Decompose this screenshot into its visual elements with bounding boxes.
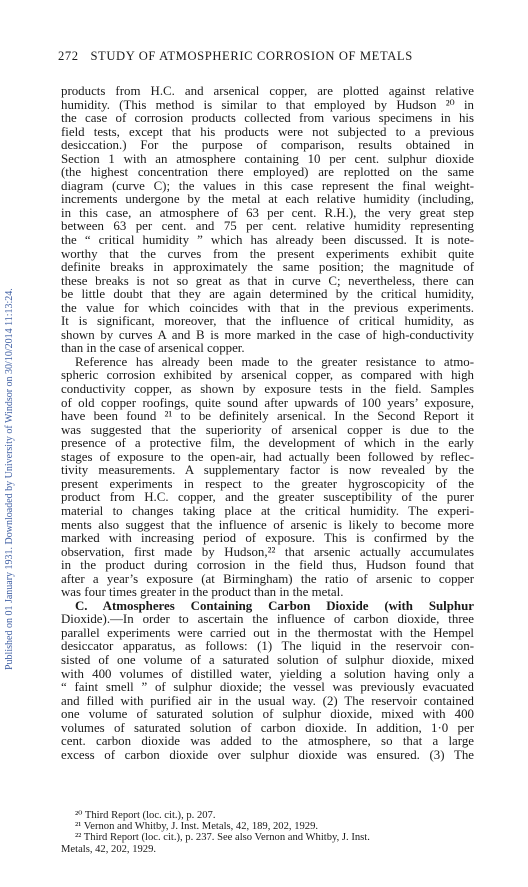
text-line: Dioxide).—In order to ascertain the influence of carbon dioxide, three bbox=[61, 612, 474, 627]
text-line: conductivity copper, as shown by exposure tests in the field. Samples bbox=[61, 382, 474, 397]
section-heading: C. Atmospheres Containing Carbon Dioxide (with Sulphur bbox=[75, 598, 474, 613]
text-line: volumes of saturated solution of carbon dioxide. In addition, 1·0 per bbox=[61, 720, 474, 735]
text-line: between 63 per cent. and 75 per cent. relative humidity representing bbox=[61, 219, 474, 234]
text-line: field tests, except that his products were not subjected to a previous bbox=[61, 124, 474, 139]
footnote: ²¹ Vernon and Whitby, J. Inst. Metals, 42, 189, 202, 1929. bbox=[75, 821, 319, 833]
text-line: cent. carbon dioxide was added to the atmosphere, so that a large bbox=[61, 734, 474, 749]
text-line: “ faint smell ” of sulphur dioxide; the vessel was previously evacuated bbox=[61, 680, 474, 695]
text-line: was suggested that the superiority of arsenical copper is due to the bbox=[61, 422, 474, 437]
text-line: presence of a protective film, the development of which in the early bbox=[61, 436, 474, 451]
text-line: after a year’s exposure (at Birmingham) the ratio of arsenic to copper bbox=[61, 571, 474, 586]
text-line: was four times greater in the product than in the metal. bbox=[61, 585, 344, 600]
text-line: diagram (curve C); the values in this case represent the final weight- bbox=[61, 178, 474, 193]
download-watermark bbox=[3, 110, 16, 670]
running-header bbox=[58, 49, 478, 64]
text-line: be little doubt that they are again determined by the critical humidity, bbox=[61, 287, 474, 302]
text-line: marked with increasing period of exposure. This is confirmed by the bbox=[61, 531, 474, 546]
text-line: excess of carbon dioxide over sulphur dioxide was ensured. (3) The bbox=[61, 747, 474, 762]
text-line: (the highest concentration there employed) are replotted on the same bbox=[61, 165, 474, 180]
text-line: definite breaks in approximately the same position; the magnitude of bbox=[61, 260, 474, 275]
text-line: tivity measurements. A supplementary factor is now revealed by the bbox=[61, 463, 474, 478]
text-line: with 400 volumes of distilled water, yielding a solution having only a bbox=[61, 666, 474, 681]
text-line: in this case, an atmosphere of 63 per cent. R.H.), the very great step bbox=[61, 205, 474, 220]
text-line: have been found ²¹ to be definitely arsenical. In the Second Report it bbox=[61, 409, 474, 424]
text-line: It is significant, moreover, that the influence of critical humidity, as bbox=[61, 314, 474, 329]
text-line: shown by curves A and B is more marked in the case of high-conductivity bbox=[61, 327, 474, 342]
text-line: spheric corrosion exhibited by arsenical copper, as compared with high bbox=[61, 368, 474, 383]
text-line: stages of exposure to the open-air, had actually been followed by reflec- bbox=[61, 449, 474, 464]
text-line: desiccator apparatus, as follows: (1) The liquid in the reservoir con- bbox=[61, 639, 474, 654]
text-line: these breaks is not so great as that in curve C; nevertheless, there can bbox=[61, 273, 474, 288]
text-line: the “ critical humidity ” which has already been discussed. It is note- bbox=[61, 233, 474, 248]
text-line: of old copper roofings, quite sound after upwards of 100 years’ exposure, bbox=[61, 395, 474, 410]
page-number: 272 bbox=[58, 49, 79, 63]
text-line: Section 1 with an atmosphere containing 10 per cent. sulphur dioxide bbox=[61, 151, 474, 166]
footnote: ²⁰ Third Report (loc. cit.), p. 207. bbox=[75, 810, 216, 821]
text-line: material to changes taking place at the critical humidity. The experi- bbox=[61, 503, 474, 518]
text-line: than in the case of arsenical copper. bbox=[61, 341, 245, 356]
text-line: increments undergone by the metal at each relative humidity (including, bbox=[61, 192, 474, 207]
text-line: sisted of one volume of a saturated solution of sulphur dioxide, mixed bbox=[61, 652, 474, 667]
footnotes bbox=[61, 810, 474, 855]
text-line: product from H.C. copper, and the greater susceptibility of the purer bbox=[61, 490, 474, 505]
text-line: worthy that the curves from the present experiments exhibit quite bbox=[61, 246, 474, 261]
text-line: one volume of saturated solution of sulphur dioxide, mixed with 400 bbox=[61, 707, 474, 722]
watermark-text: Published on 01 January 1931. Downloaded by University of Windsor on 30/10/2014 11:13:24. bbox=[4, 288, 15, 670]
text-line: desiccation.) For the purpose of comparison, results obtained in bbox=[61, 138, 474, 153]
footnote: ²² Third Report (loc. cit.), p. 237. See also Vernon and Whitby, J. Inst. bbox=[75, 832, 370, 844]
text-line: in the product during corrosion in the field thus, Hudson found that bbox=[61, 558, 474, 573]
text-line: Reference has already been made to the greater resistance to atmo- bbox=[75, 354, 474, 369]
text-line: ments also suggest that the influence of arsenic is likely to become more bbox=[61, 517, 474, 532]
body-text bbox=[61, 85, 474, 762]
text-line: present experiments in respect to the greater hygroscopicity of the bbox=[61, 476, 474, 491]
text-line: parallel experiments were carried out in the thermostat with the Hempel bbox=[61, 625, 474, 640]
text-line: the value for which coincides with that in the previous experiments. bbox=[61, 300, 474, 315]
text-line: observation, first made by Hudson,²² that arsenic actually accumulates bbox=[61, 544, 474, 559]
text-line: the case of corrosion products collected from various specimens in his bbox=[61, 111, 474, 126]
running-title: STUDY OF ATMOSPHERIC CORROSION OF METALS bbox=[90, 49, 413, 63]
text-line: products from H.C. and arsenical copper, are plotted against relative bbox=[61, 84, 474, 98]
text-line: humidity. (This method is similar to that employed by Hudson ²⁰ in bbox=[61, 97, 474, 112]
text-line: and filled with purified air in the usual way. (2) The reservoir contained bbox=[61, 693, 474, 708]
footnote: Metals, 42, 202, 1929. bbox=[61, 843, 157, 855]
